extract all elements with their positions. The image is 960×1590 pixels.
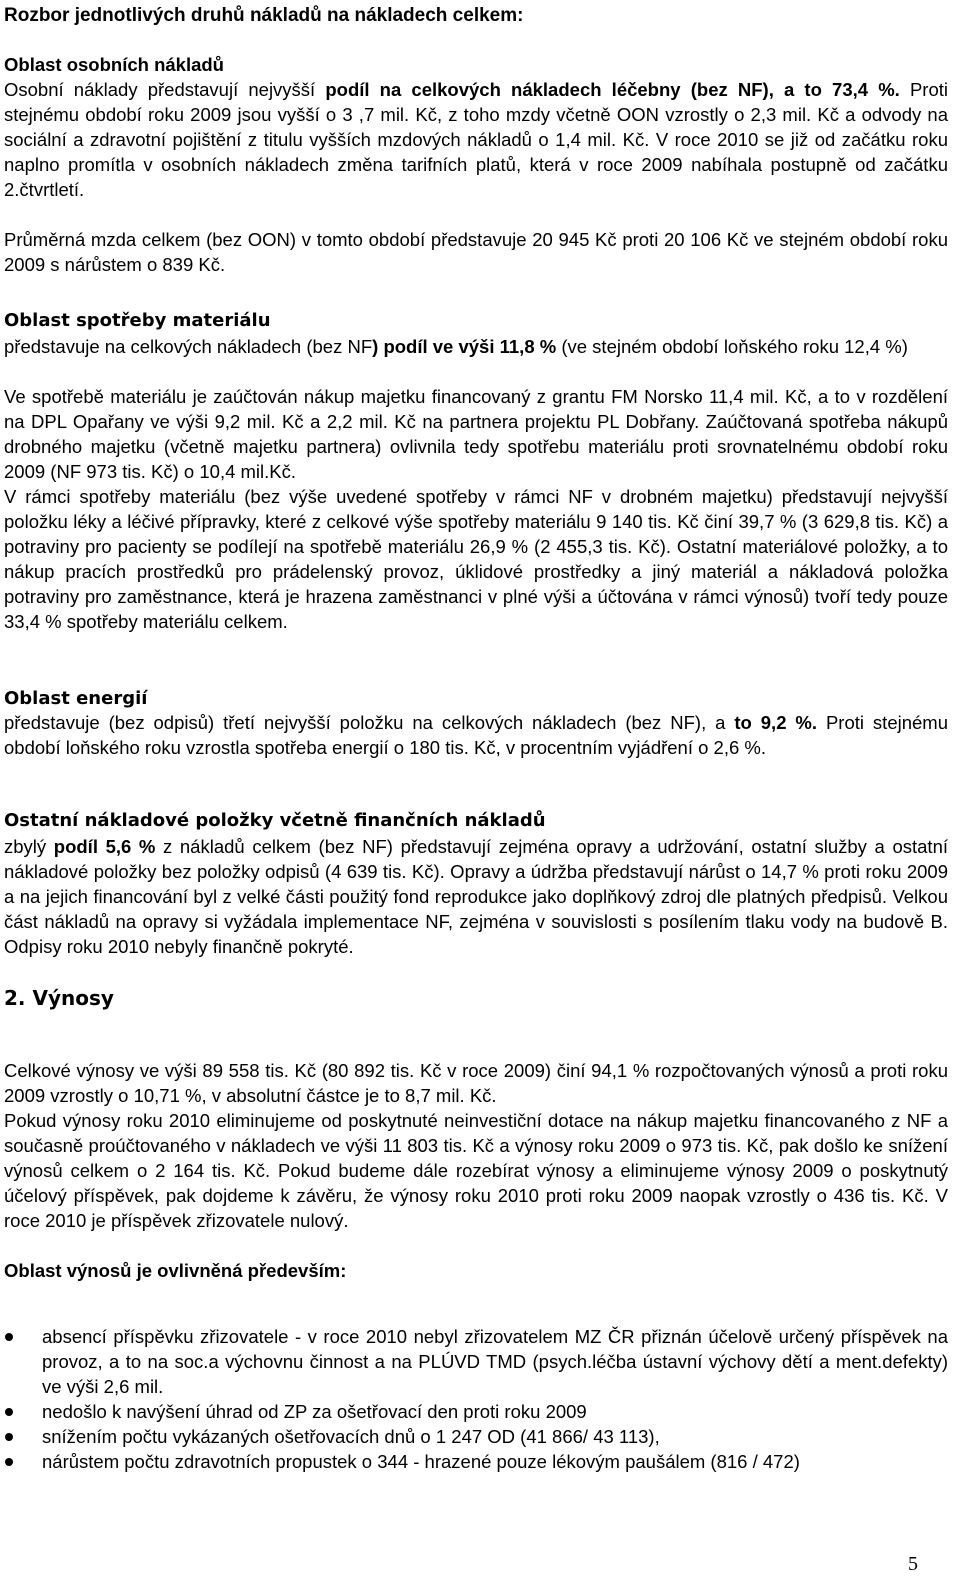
paragraph-personal [4,77,948,202]
list-item [4,1449,948,1474]
paragraph-revenues-elimination: Pokud výnosy roku 2010 eliminujeme od poskytnuté neinvestiční dotace na nákup majetku financovaného z NF a současně proúčtovaného v nákladech ve výši 11 803 tis. Kč a výnosy roku 2009 o 973 tis. Kč, pak došlo ke snížení výnosů celkem o 2 164 tis. Kč. Pokud budeme dále rozebírat výnosy a eliminujeme výnosy 2009 o poskytnutý účelový příspěvek, pak dojdeme k závěru, že výnosy roku 2010 proti roku 2009 naopak vzrostly o 436 tis. Kč. V roce 2010 je příspěvek zřizovatele nulový. [4,1110,948,1231]
personal-text-b: podíl na celkových nákladech léčebny (bez NF), a to 73,4 %. [325,79,900,100]
material-text-b: ) podíl ve výši 11,8 % [372,336,557,357]
list-item [4,1424,948,1449]
document-title: Rozbor jednotlivých druhů nákladů na nákladech celkem: [4,5,524,26]
bullet-icon [5,1408,13,1416]
list-item [4,1324,948,1399]
material-text-a: představuje na celkových nákladech (bez NF [4,336,373,357]
subsection-heading-revenues: Oblast výnosů je ovlivněná především: [4,1260,347,1281]
section-heading-energy: Oblast energií [4,688,148,709]
other-text-b: podíl 5,6 % [53,836,156,857]
section-heading-material: Oblast spotřeby materiálu [4,310,271,331]
personal-text-a: Osobní náklady představují nejvyšší [4,79,326,100]
section-heading-other: Ostatní nákladové položky včetně finančních nákladů [4,810,546,831]
list-item [4,1399,948,1424]
other-text-c: z nákladů celkem (bez NF) představují zejména opravy a udržování, ostatní služby a ostatní nákladové položky bez položky odpisů (4 639 tis. Kč). Opravy a údržba představují nárůst o 14,7 % proti roku 2009 a na jejich financování byl z velké části použitý fond reprodukce jako doplňkový zdroj dle platných předpisů. Velkou část nákladů na opravy si vyžádala implementace NF, zejména v souvislosti s posílením tlaku vody na budově B. Odpisy roku 2010 nebyly finančně pokryté. [4,836,948,957]
bullet-icon [5,1458,13,1466]
list-item-text: snížením počtu vykázaných ošetřovacích dnů o 1 247 OD (41 866/ 43 113), [42,1426,660,1447]
revenue-factors-list [4,1324,948,1474]
material-text-c: (ve stejném období loňského roku 12,4 %) [556,336,908,357]
other-text-a: zbylý [4,836,54,857]
energy-text-rest: Proti stejnému období loňského roku vzrostla spotřeba energií o 180 tis. Kč, v procentním vyjádření o 2,6 %. [4,712,948,758]
page-number: 5 [908,1553,918,1575]
paragraph-energy [4,710,948,760]
bullet-icon [5,1433,13,1441]
paragraph-revenues-total: Celkové výnosy ve výši 89 558 tis. Kč (80 892 tis. Kč v roce 2009) činí 94,1 % rozpočtovaných výnosů a proti roku 2009 vzrostly o 10,71 %, v absolutní částce je to 8,7 mil. Kč. [4,1060,948,1106]
list-item-text: nárůstem počtu zdravotních propustek o 344 - hrazené pouze lékovým paušálem (816 / 472) [42,1451,800,1472]
paragraph-material-grant: Ve spotřebě materiálu je zaúčtován nákup majetku financovaný z grantu FM Norsko 11,4 mil. Kč, a to v rozdělení na DPL Opařany ve výši 9,2 mil. Kč a 2,2 mil. Kč na partnera projektu PL Dobřany. Zaúčtovaná spotřeba nákupů drobného majetku (včetně majetku partnera) ovlivnila tedy spotřebu materiálu proti srovnatelnému období roku 2009 (NF 973 tis. Kč) o 10,4 mil.Kč. [4,386,948,482]
list-item-text: nedošlo k navýšení úhrad od ZP za ošetřovací den proti roku 2009 [42,1401,587,1422]
energy-text-a: představuje (bez odpisů) třetí nejvyšší položku na celkových nákladech (bez NF), a [4,712,735,733]
energy-text-b: to 9,2 %. [734,712,818,733]
paragraph-material-share [4,334,948,359]
section-heading-revenues: 2. Výnosy [4,986,114,1010]
bullet-icon [5,1333,13,1341]
paragraph-other [4,834,948,959]
paragraph-material-breakdown: V rámci spotřeby materiálu (bez výše uvedené spotřeby v rámci NF v drobném majetku) představují nejvyšší položku léky a léčivé přípravky, které z celkové výše spotřeby materiálu 9 140 tis. Kč činí 39,7 % (3 629,8 tis. Kč) a potraviny pro pacienty se podílejí na spotřebě materiálu 26,9 % (2 455,3 tis. Kč). Ostatní materiálové položky, a to nákup pracích prostředků pro prádelenský provoz, úklidové prostředky a jiný materiál a nákladová položka potraviny pro zaměstnance, která je hrazena zaměstnanci v plné výši a účtována v rámci výnosů) tvoří tedy pouze 33,4 % spotřeby materiálu celkem. [4,486,948,632]
list-item-text: absencí příspěvku zřizovatele - v roce 2010 nebyl zřizovatelem MZ ČR přiznán účelově určený příspěvek na provoz, a to na soc.a výchovnu činnost a na PLÚVD TMD (psych.léčba ústavní výchovy dětí a ment.defekty) ve výši 2,6 mil. [42,1326,948,1397]
paragraph-average-wage: Průměrná mzda celkem (bez OON) v tomto období představuje 20 945 Kč proti 20 106 Kč ve stejném období roku 2009 s nárůstem o 839 Kč. [4,229,948,275]
section-heading-personal: Oblast osobních nákladů [4,54,224,75]
personal-text-rest: Proti stejnému období roku 2009 jsou vyšší o 3 ,7 mil. Kč, z toho mzdy včetně OON vzrostly o 2,3 mil. Kč a odvody na sociální a zdravotní pojištění z titulu vyšších mzdových nákladů o 1,4 mil. Kč. V roce 2010 se již od začátku roku naplno promítla v osobních nákladech změna tarifních platů, která v roce 2009 nabíhala postupně od začátku 2.čtvrtletí. [4,79,948,200]
